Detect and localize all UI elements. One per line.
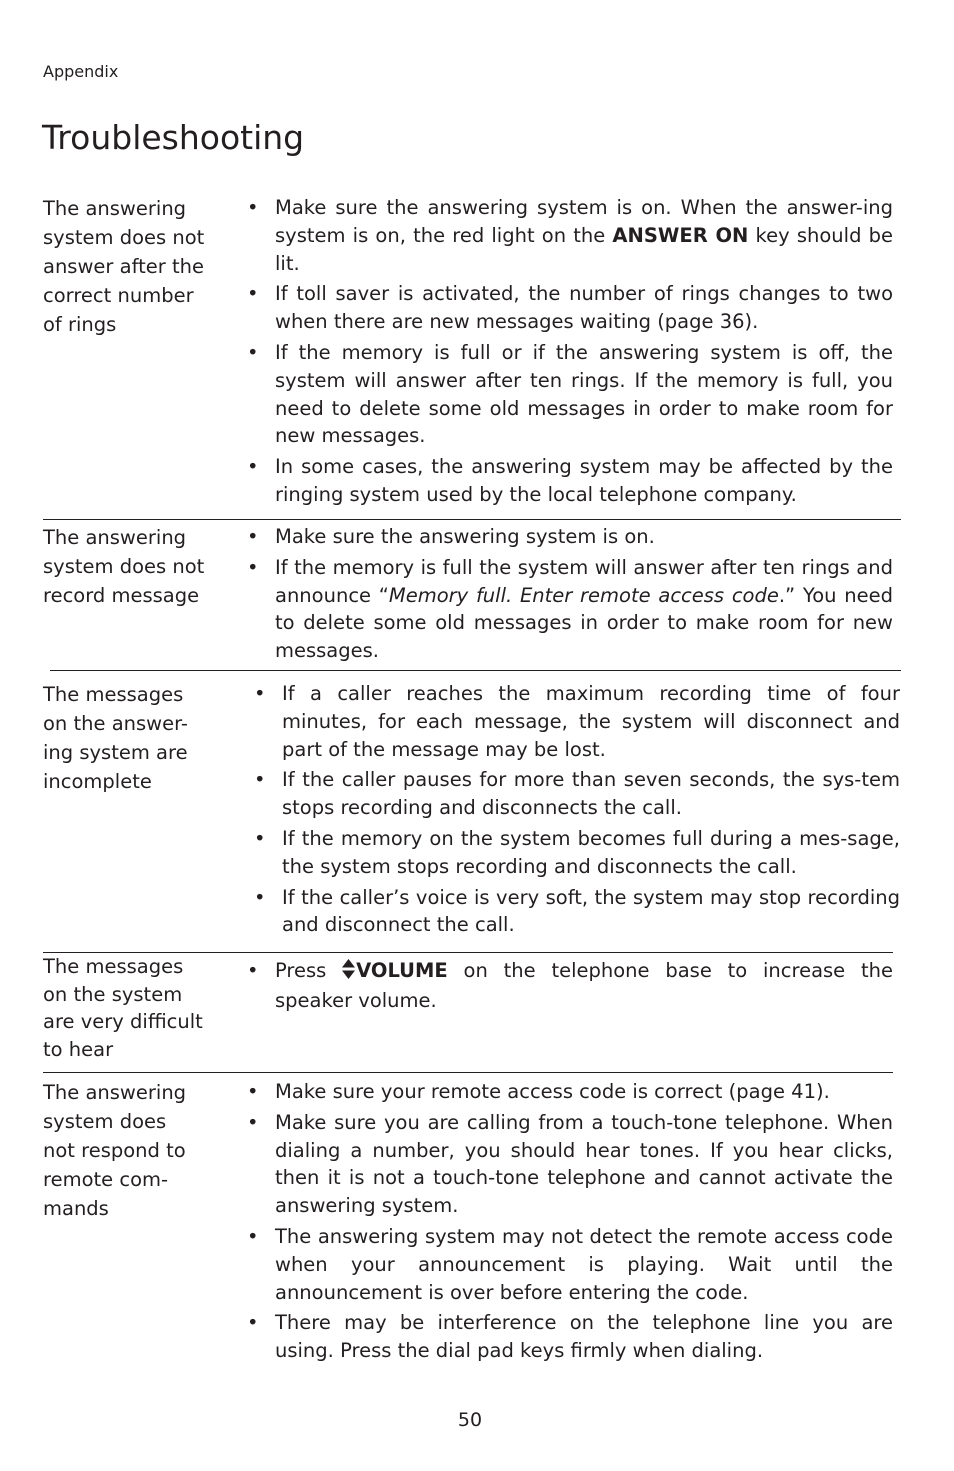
solution-item: • Make sure your remote access code is correct (page 41). [247,1078,893,1106]
bullet-icon: • [247,1311,259,1335]
up-down-triangle-icon [342,959,355,987]
answer-on-key-label: ANSWER ON [612,223,749,247]
solution-item: • If toll saver is activated, the number of rings changes to two when there are new messages waiting (page 36). [247,282,893,334]
bullet-icon: • [247,282,259,306]
solution-item: • If the caller pauses for more than seven seconds, the sys-tem stops recording and disconnects the call. [254,768,900,820]
problem-text: The messages on the answer- ing system are incomplete [43,683,188,793]
bullet-icon: • [247,1224,259,1248]
row-divider [50,670,901,671]
row-divider [43,1072,893,1073]
solution-item: • The answering system may not detect the remote access code when your announcement is playing. Wait until the announcement is over before entering the code. [247,1224,893,1304]
solution-list [247,194,893,512]
memory-full-prompt: Memory full. Enter remote access code [388,583,779,607]
problem-text: The answering system does not answer after the correct number of rings [43,197,205,336]
row-divider [43,519,901,520]
solution-list [247,957,893,1018]
bullet-icon: • [247,959,259,982]
solution-item: • If a caller reaches the maximum recording time of four minutes, for each message, the system will disconnect and part of the message may be lost. [254,682,900,761]
solution-item: • If the caller’s voice is very soft, the system may stop recording and disconnect the call. [254,885,900,937]
solution-item: • Make sure the answering system is on. [247,523,893,551]
solution-item: • If the memory is full the system will answer after ten rings and announce “Memory full. Enter remote access code.” You need to delete some old messages in order to make room for new messages. [247,555,893,663]
bullet-icon: • [247,525,259,548]
page-title: Troubleshooting [42,118,305,157]
solution-list [254,680,900,942]
bullet-icon: • [247,1110,259,1134]
bullet-icon: • [247,340,259,364]
volume-key-label: VOLUME [356,959,448,982]
solution-list [247,1078,893,1368]
bullet-icon: • [247,1080,259,1103]
bullet-icon: • [254,768,266,792]
solution-item: • Press VOLUME on the telephone base to increase the speaker volume. [247,959,893,1012]
solution-item: • There may be interference on the telephone line you are using. Press the dial pad keys firmly when dialing. [247,1311,893,1363]
solution-item: • If the memory on the system becomes full during a mes-sage, the system stops recording and disconnects the call. [254,826,900,878]
solution-item: • If the memory is full or if the answering system is off, the system will answer after ten rings. If the memory is full, you need to delete some old messages in order to make room for new messages. [247,340,893,448]
problem-text: The answering system does not record message [43,526,205,607]
bullet-icon: • [247,196,259,219]
bullet-icon: • [247,555,259,579]
solution-item: • In some cases, the answering system may be affected by the ringing system used by the local telephone company. [247,455,893,506]
solution-item: • Make sure you are calling from a touch-tone telephone. When dialing a number, you should hear tones. If you hear clicks, then it is not a touch-tone telephone and cannot activate the answering system. [247,1110,893,1218]
problem-text: The answering system does not respond to remote com- mands [43,1081,187,1220]
section-label: Appendix [43,62,119,81]
solution-item: • Make sure the answering system is on. When the answer-ing system is on, the red light on the ANSWER ON key should be lit. [247,196,893,275]
problem-text: The messages on the system are very difficult to hear [43,955,203,1061]
bullet-icon: • [247,455,259,479]
page-number: 50 [457,1409,483,1431]
solution-list [247,523,893,668]
bullet-icon: • [254,826,266,850]
bullet-icon: • [254,885,266,909]
bullet-icon: • [254,682,266,705]
